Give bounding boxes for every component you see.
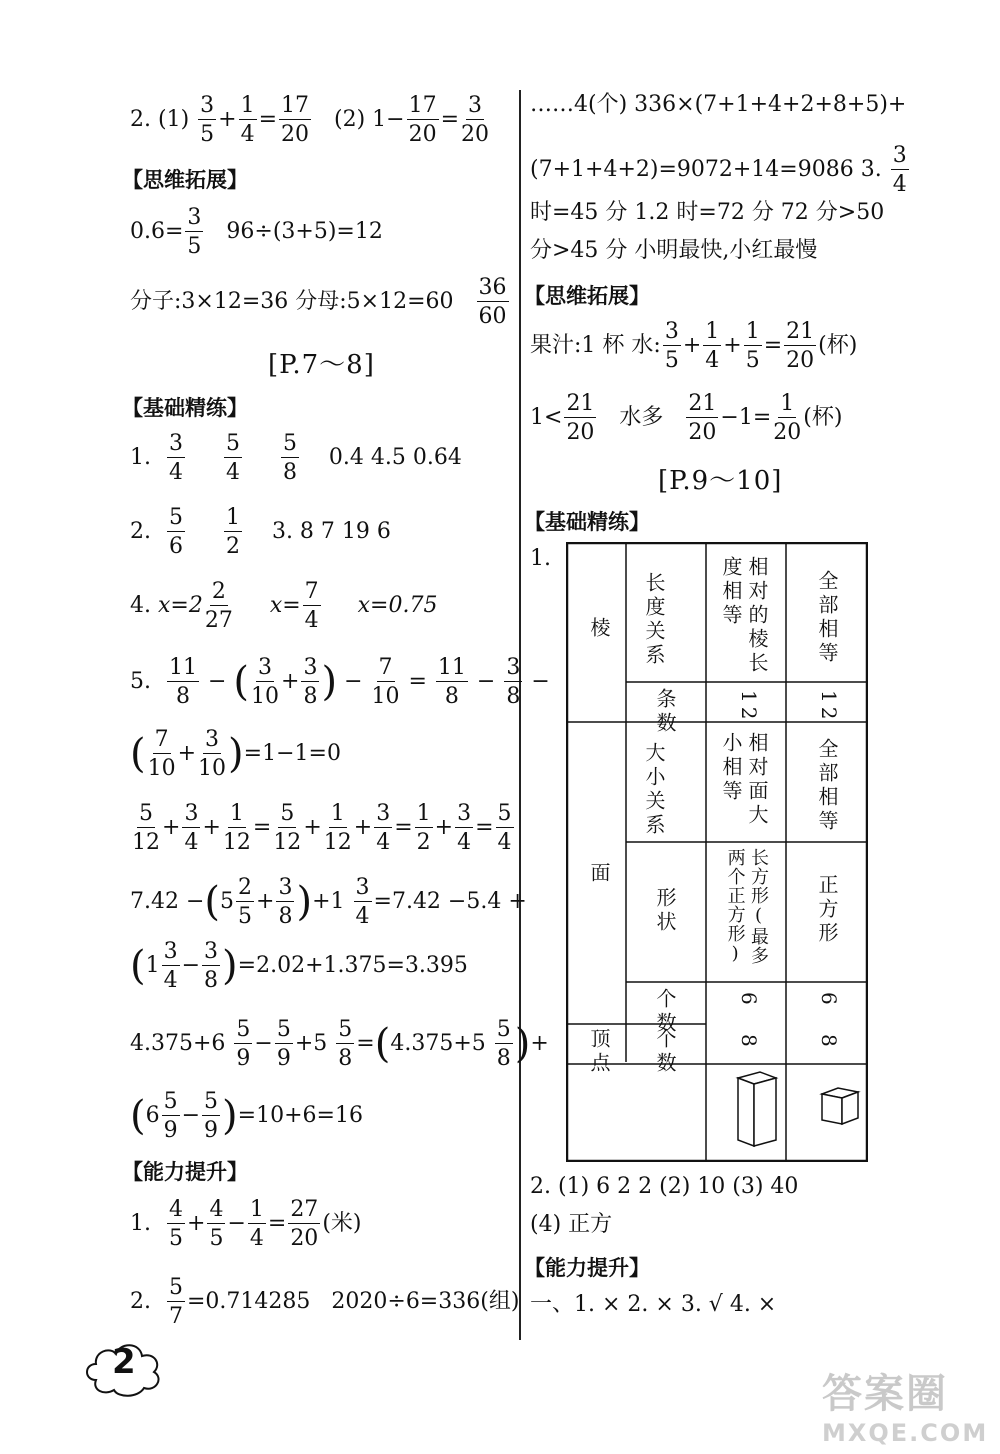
heading-ability-right: 【能力提升】 [524, 1256, 650, 1280]
cube-icon [822, 1088, 858, 1124]
table-label: 1. [530, 546, 551, 571]
right-line-2: (7+1+4+2)=9072+14=9086 3. $\frac{3}{4}$ [530, 143, 907, 198]
cube-edge-count: 12 [817, 690, 841, 724]
cube-vertex-count: 8 [817, 1034, 841, 1051]
page-number: 2 [112, 1342, 136, 1382]
right-line-6: 1< $\frac{21}{20}$ 水多 $\frac{21}{20}$ −1= $\frac{1}{20}$ (杯) [530, 391, 843, 446]
vertex-label: 顶点 [587, 1028, 611, 1076]
rect-edge-count: 12 [737, 690, 761, 724]
heading-thinking-right: 【思维拓展】 [524, 284, 650, 308]
cube-face-count: 6 [817, 992, 841, 1009]
left-q1: 1. $\frac{3}{4}$ $\frac{5}{4}$ $\frac{5}{8}$ 0.4 4.5 0.64 [130, 431, 462, 486]
left-line-3: 分子:3×12=36 分母:5×12=60 $\frac{36}{60}$ [130, 275, 507, 330]
rect-shape-value: 长方形(最多两个正方形) [724, 848, 769, 965]
cuboid-cube-table [566, 542, 868, 1162]
right-line-5: 果汁:1 杯 水: $\frac{3}{5}$ + $\frac{1}{4}$ + $\frac{1}{5}$ = $\frac{21}{20}$ (杯) [530, 319, 858, 374]
cube-length-value: 全部相等 [815, 570, 839, 666]
column-divider [519, 90, 521, 1340]
left-q5-line7: (6 $\frac{5}{9}$ − $\frac{5}{9}$ )=10+6=16 [130, 1089, 363, 1144]
left-q5: 5. $\frac{11}{8}$ − ( $\frac{3}{10}$ + $\frac{3}{8}$ ) − $\frac{7}{10}$ = $\frac{11}{8}$ − $\frac{3}{8}$ − [130, 655, 550, 710]
page-number-cloud [82, 1330, 166, 1400]
right-q2b: (4) 正方 [530, 1212, 613, 1237]
right-line-3: 时=45 分 1.2 时=72 分 72 分>50 [530, 200, 885, 225]
heading-ability-left: 【能力提升】 [122, 1160, 248, 1184]
heading-thinking-left: 【思维拓展】 [122, 168, 248, 192]
left-q5-line3: $\frac{5}{12}$ + $\frac{3}{4}$ + $\frac{1}{12}$ = $\frac{5}{12}$ + $\frac{1}{12}$ + $\frac{3}{4}$ = $\frac{1}{2}$ + $\frac{3}{4}$ = $\frac{5}{4}$ [132, 801, 512, 856]
right-q2: 2. (1) 6 2 2 (2) 10 (3) 40 [530, 1174, 799, 1199]
cube-size-value: 全部相等 [815, 738, 839, 834]
left-q5-line4: 7.42 −(5 $\frac{2}{5}$ + $\frac{3}{8}$ )+1 $\frac{3}{4}$ =7.42 −5.4 + [130, 875, 527, 930]
vertex-count-label: 个数 [653, 1028, 677, 1076]
watermark-logo: 答案圈 MXQE.COM [822, 1371, 989, 1447]
shape-label: 形状 [653, 887, 677, 935]
face-count-label: 个数 [653, 988, 677, 1036]
size-relation-label: 大小关系 [642, 742, 666, 838]
rect-face-count: 6 [737, 992, 761, 1009]
right-line-1: ……4(个) 336×(7+1+4+2+8+5)+ [530, 92, 907, 117]
rect-length-value: 相对的棱长度相等 [719, 556, 769, 676]
left-line-2: 0.6= $\frac{3}{5}$ 96÷(3+5)=12 [130, 205, 383, 260]
edge-label: 棱 [587, 617, 611, 641]
left-q4: 4. x=2 $\frac{2}{27}$ x= $\frac{7}{4}$ x=0.75 [130, 579, 438, 634]
page-ref-7-8: [P.7～8] [268, 350, 375, 380]
left-q5-line5: (1 $\frac{3}{4}$ − $\frac{3}{8}$ )=2.02+1.375=3.395 [130, 939, 468, 994]
left-q2: 2. $\frac{5}{6}$ $\frac{1}{2}$ 3. 8 7 19 6 [130, 505, 391, 560]
left-q5-line2: ( $\frac{7}{10}$ + $\frac{3}{10}$ )=1−1=0 [130, 727, 341, 782]
left-q5-line6: 4.375+6 $\frac{5}{9}$ − $\frac{5}{9}$ +5 $\frac{5}{8}$ =(4.375+5 $\frac{5}{8}$ )+ [130, 1017, 549, 1072]
heading-basic-left: 【基础精练】 [122, 396, 248, 420]
rect-vertex-count: 8 [737, 1034, 761, 1051]
heading-basic-right: 【基础精练】 [524, 510, 650, 534]
edge-count-label: 条数 [653, 688, 677, 736]
left-a2: 2. $\frac{5}{7}$ =0.714285 2020÷6=336(组) [130, 1275, 520, 1330]
cube-shape-value: 正方形 [815, 874, 839, 946]
rect-size-value: 相对面大小相等 [719, 732, 769, 828]
face-label: 面 [587, 862, 611, 886]
cuboid-icon [738, 1072, 776, 1146]
left-a1: 1. $\frac{4}{5}$ + $\frac{4}{5}$ − $\frac{1}{4}$ = $\frac{27}{20}$ (米) [130, 1197, 362, 1252]
page-ref-9-10: [P.9～10] [658, 466, 783, 496]
length-relation-label: 长度关系 [642, 572, 666, 668]
right-line-4: 分>45 分 小明最快,小红最慢 [530, 238, 818, 263]
right-ability-answers: 一、1. × 2. × 3. √ 4. × [530, 1292, 777, 1317]
left-line-1: 2. (1) $\frac{3}{5}$ + $\frac{1}{4}$ = $\frac{17}{20}$ (2) 1− $\frac{17}{20}$ = $\frac{3}{20}$ [130, 93, 490, 148]
